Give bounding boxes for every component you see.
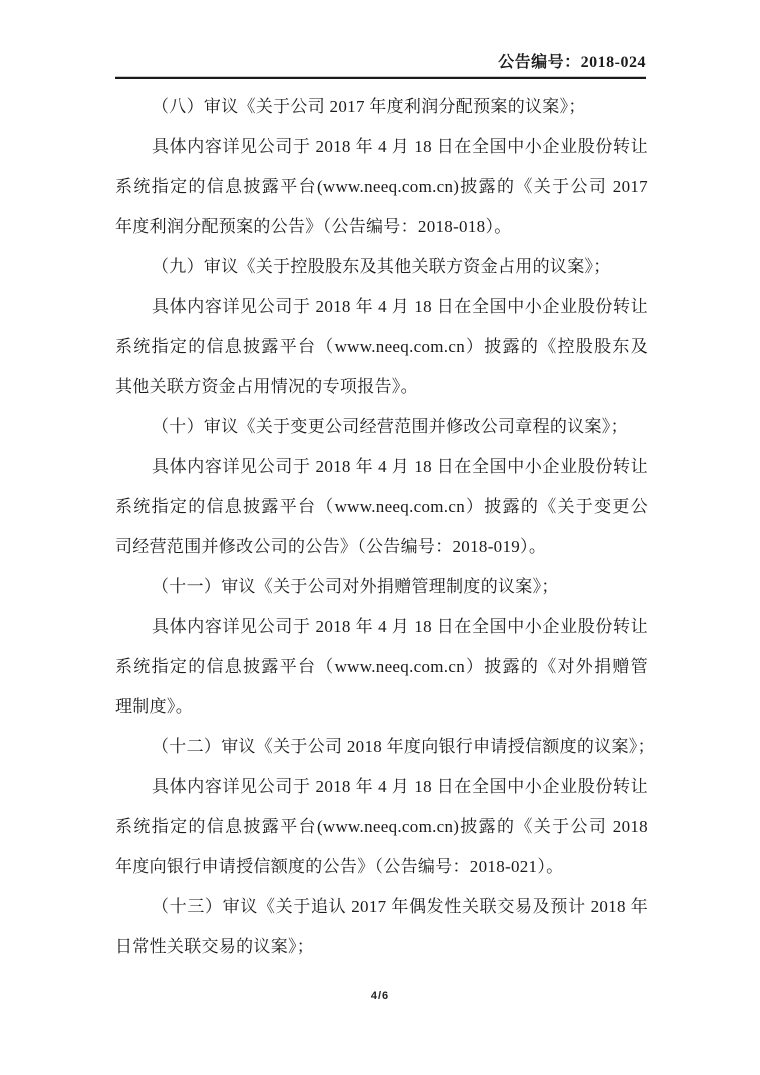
- text-line: 日常性关联交易的议案》；: [115, 937, 315, 956]
- text-line: 理制度》。: [115, 697, 193, 716]
- text-line: 具体内容详见公司于 2018 年 4 月 18 日在全国中小企业股份转让: [152, 617, 648, 636]
- document-body: [115, 87, 655, 967]
- text-line: 司经营范围并修改公司的公告》（公告编号：2018-019）。: [115, 537, 547, 556]
- text-line: 其他关联方资金占用情况的专项报告》。: [115, 377, 418, 396]
- text-line: （九）审议《关于控股股东及其他关联方资金占用的议案》；: [152, 257, 611, 276]
- paragraph: [115, 247, 648, 287]
- paragraph: [115, 607, 648, 727]
- text-line: 系统指定的信息披露平台（www.neeq.com.cn）披露的《控股股东及: [115, 337, 648, 356]
- text-line: 具体内容详见公司于 2018 年 4 月 18 日在全国中小企业股份转让: [152, 777, 648, 796]
- page-footer: [0, 990, 760, 1002]
- paragraph: [115, 407, 648, 447]
- page-header: [115, 52, 646, 79]
- paragraph: [115, 127, 648, 247]
- text-line: 具体内容详见公司于 2018 年 4 月 18 日在全国中小企业股份转让: [152, 457, 648, 476]
- text-line: 系统指定的信息披露平台(www.neeq.com.cn)披露的《关于公司 2017: [115, 177, 648, 196]
- text-line: （十三）审议《关于追认 2017 年偶发性关联交易及预计 2018 年: [152, 897, 648, 916]
- text-line: 年度向银行申请授信额度的公告》（公告编号：2018-021）。: [115, 857, 564, 876]
- text-line: 具体内容详见公司于 2018 年 4 月 18 日在全国中小企业股份转让: [152, 137, 648, 156]
- header-rule: [115, 77, 646, 79]
- paragraph: [115, 87, 648, 127]
- paragraph: [115, 887, 648, 967]
- text-line: 具体内容详见公司于 2018 年 4 月 18 日在全国中小企业股份转让: [152, 297, 648, 316]
- text-line: （十二）审议《关于公司 2018 年度向银行申请授信额度的议案》；: [152, 737, 655, 756]
- text-line: （八）审议《关于公司 2017 年度利润分配预案的议案》；: [152, 97, 586, 116]
- doc-number: 公告编号：2018-024: [498, 54, 646, 71]
- paragraph: [115, 727, 655, 767]
- text-line: （十）审议《关于变更公司经营范围并修改公司章程的议案》；: [152, 417, 628, 436]
- paragraph: [115, 447, 648, 567]
- text-line: 系统指定的信息披露平台(www.neeq.com.cn)披露的《关于公司 2018: [115, 817, 648, 836]
- text-line: （十一）审议《关于公司对外捐赠管理制度的议案》；: [152, 577, 559, 596]
- text-line: 年度利润分配预案的公告》（公告编号：2018-018）。: [115, 217, 512, 236]
- paragraph: [115, 287, 648, 407]
- paragraph: [115, 767, 648, 887]
- paragraph: [115, 567, 648, 607]
- text-line: 系统指定的信息披露平台（www.neeq.com.cn）披露的《对外捐赠管: [115, 657, 648, 676]
- text-line: 系统指定的信息披露平台（www.neeq.com.cn）披露的《关于变更公: [115, 497, 648, 516]
- page-number: 4/6: [370, 990, 390, 1002]
